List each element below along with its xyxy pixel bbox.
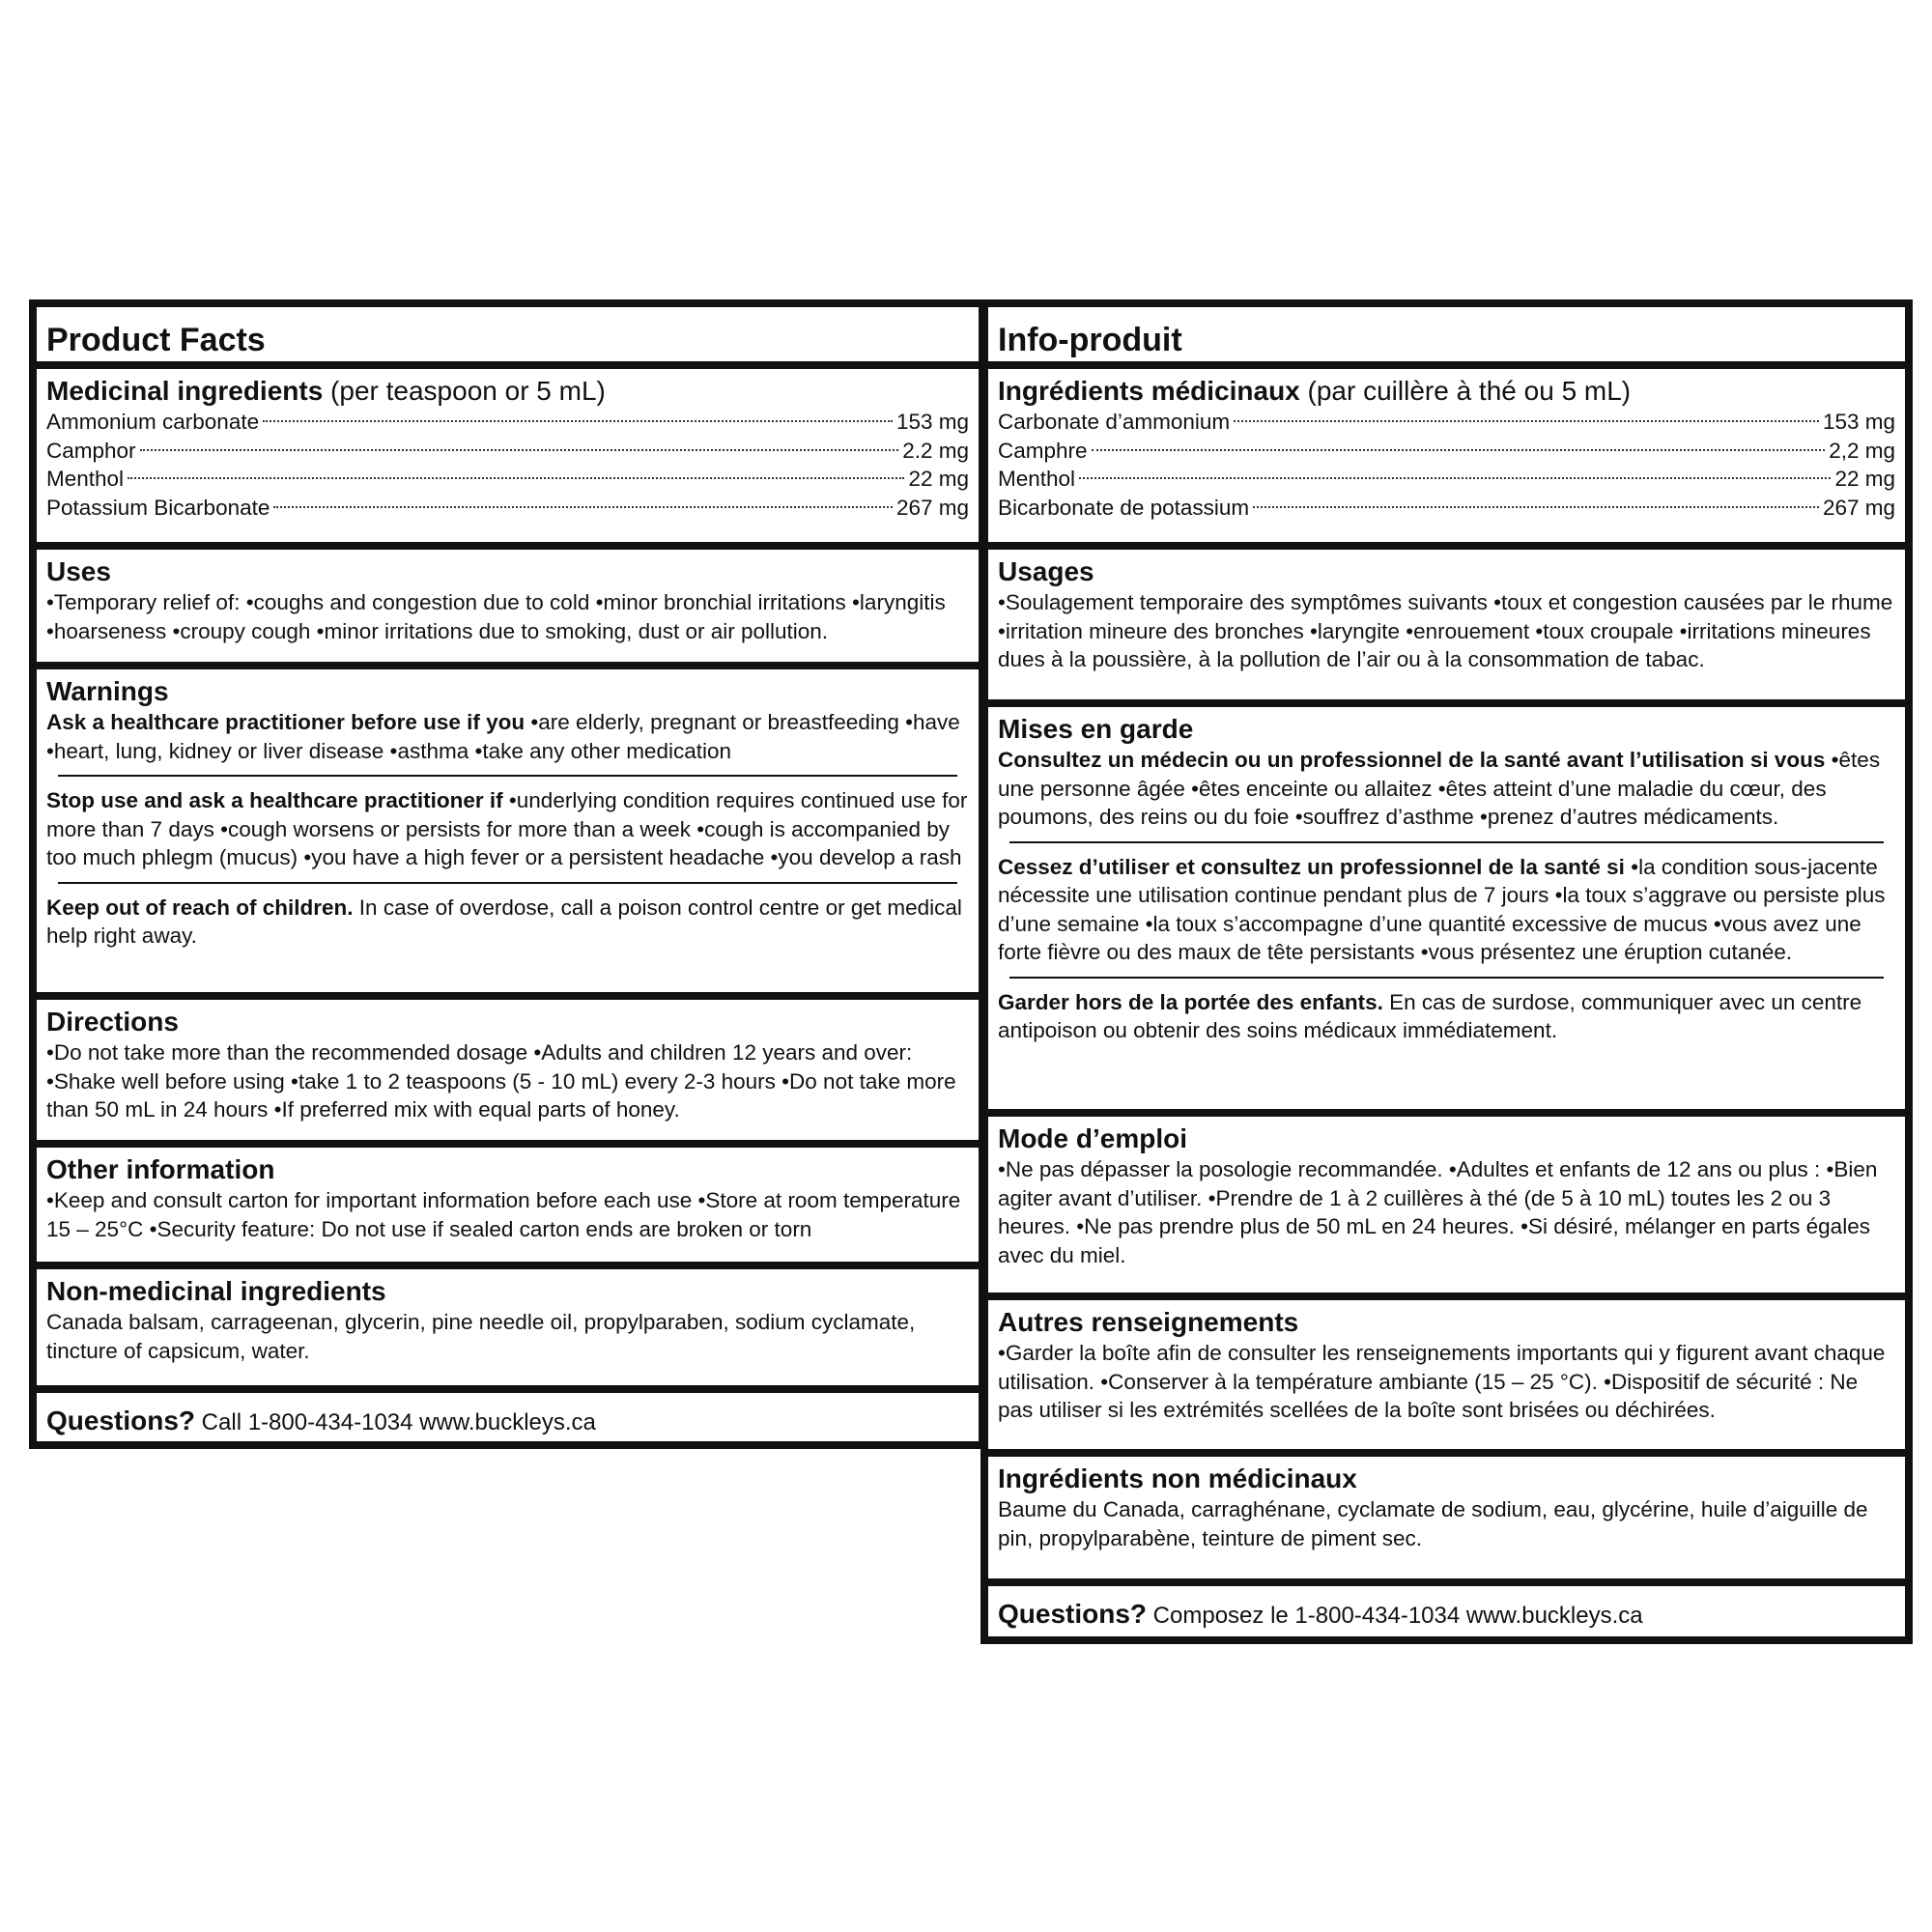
warning-keep: Garder hors de la portée des enfants. En cas de surdose, communiquer avec un centre antipoison ou obtenir des soins médicaux immédiatement.: [998, 989, 1862, 1042]
questions-section: [37, 1393, 979, 1453]
non-medicinal-ingredients-section: [988, 1457, 1905, 1586]
section-heading: Other information: [46, 1154, 275, 1184]
divider: [58, 882, 957, 884]
section-heading: Non-medicinal ingredients: [46, 1276, 386, 1306]
non-medicinal-text: Canada balsam, carrageenan, glycerin, pine needle oil, propylparaben, sodium cyclamate, tincture of capsicum, water.: [46, 1310, 916, 1363]
other-information-text: •Keep and consult carton for important information before each use •Store at room temperature 15 – 25°C •Security feature: Do not use if sealed carton ends are broken or torn: [46, 1188, 961, 1241]
other-information-text: •Garder la boîte afin de consulter les renseignements importants qui y figurent avant chaque utilisation. •Conserver à la température ambiante (15 – 25 °C). •Dispositif de sécurité : Ne pas utiliser si les extrémités scellées de la boîte sont brisées ou déchirées.: [998, 1341, 1886, 1422]
section-heading: Usages: [998, 556, 1094, 586]
uses-section: [988, 550, 1905, 707]
directions-section: [988, 1117, 1905, 1300]
warnings-section: [37, 669, 979, 1000]
section-heading: Mode d’emploi: [998, 1123, 1187, 1153]
section-heading: Autres renseignements: [998, 1307, 1299, 1337]
warnings-section: [988, 707, 1905, 1117]
questions-contact: Call 1-800-434-1034 www.buckleys.ca: [195, 1409, 596, 1435]
panel-title: Info-produit: [988, 307, 1905, 369]
product-facts-panel-en: [29, 299, 986, 1449]
ingredient-row: Bicarbonate de potassium 267 mg: [998, 495, 1895, 520]
other-information-section: [988, 1300, 1905, 1457]
section-heading: Uses: [46, 556, 111, 586]
section-heading: Directions: [46, 1007, 179, 1037]
questions-section: [988, 1586, 1905, 1650]
section-heading: Ingrédients non médicinaux: [998, 1463, 1357, 1493]
divider: [1009, 977, 1884, 979]
uses-section: [37, 550, 979, 669]
ingredient-row: Camphor 2.2 mg: [46, 438, 969, 463]
section-heading: Warnings: [46, 676, 169, 706]
warning-ask: Ask a healthcare practitioner before use if you •are elderly, pregnant or breastfeeding •have •heart, lung, kidney or liver disease •asthma •take any other medication: [46, 710, 960, 763]
non-medicinal-text: Baume du Canada, carraghénane, cyclamate de sodium, eau, glycérine, huile d’aiguille de pin, propylparabène, teinture de piment sec.: [998, 1497, 1868, 1550]
directions-section: [37, 1000, 979, 1148]
ingredient-row: Potassium Bicarbonate 267 mg: [46, 495, 969, 520]
questions-contact: Composez le 1-800-434-1034 www.buckleys.ca: [1147, 1603, 1643, 1629]
ingredient-row: Ammonium carbonate 153 mg: [46, 410, 969, 434]
warning-stop: Cessez d’utiliser et consultez un professionnel de la santé si •la condition sous-jacente nécessite une utilisation continue pendant plus de 7 jours •la toux s’aggrave ou persiste plus d’une semaine •la toux s’accompagne d’une quantité excessive de mucus •vous avez une forte fièvre ou des maux de tête persistants •vous présentez une éruption cutanée.: [998, 854, 1886, 964]
medicinal-ingredients-section: [988, 369, 1905, 550]
directions-text: •Ne pas dépasser la posologie recommandée. •Adultes et enfants de 12 ans ou plus : •Bien agiter avant d’utiliser. •Prendre de 1 à 2 cuillères à thé (de 5 à 10 mL) toutes les 2 ou 3 heures. •Ne pas prendre plus de 50 mL en 24 heures. •Si désiré, mélanger en parts égales avec du miel.: [998, 1157, 1878, 1267]
ingredient-row: Menthol 22 mg: [46, 467, 969, 491]
section-heading: Medicinal ingredients (per teaspoon or 5 mL): [46, 376, 606, 406]
section-heading: Ingrédients médicinaux (par cuillère à thé ou 5 mL): [998, 376, 1632, 406]
ingredient-row: Menthol 22 mg: [998, 467, 1895, 491]
divider: [1009, 841, 1884, 843]
warning-stop: Stop use and ask a healthcare practitioner if •underlying condition requires continued use for more than 7 days •cough worsens or persists for more than a week •cough is accompanied by too much phlegm (mucus) •you have a high fever or a persistent headache •you develop a rash: [46, 788, 968, 869]
product-facts-panel-fr: [980, 299, 1913, 1644]
questions-heading: Questions?: [998, 1599, 1148, 1629]
non-medicinal-ingredients-section: [37, 1269, 979, 1393]
section-heading: Mises en garde: [998, 714, 1194, 744]
medicinal-ingredients-section: [37, 369, 979, 550]
divider: [58, 775, 957, 777]
uses-text: •Soulagement temporaire des symptômes suivants •toux et congestion causées par le rhume •irritation mineure des bronches •laryngite •enrouement •toux croupale •irritations mineures dues à la poussière, à la pollution de l’air ou à la consommation de tabac.: [998, 590, 1893, 671]
directions-text: •Do not take more than the recommended dosage •Adults and children 12 years and over: •Shake well before using •take 1 to 2 teaspoons (5 - 10 mL) every 2-3 hours •Do not take more than 50 mL in 24 hours •If preferred mix with equal parts of honey.: [46, 1040, 956, 1122]
warning-keep: Keep out of reach of children. In case of overdose, call a poison control centre or get medical help right away.: [46, 895, 962, 948]
warning-ask: Consultez un médecin ou un professionnel de la santé avant l’utilisation si vous •êtes une personne âgée •êtes enceinte ou allaitez •êtes atteint d’une maladie du cœur, des poumons, des reins ou du foie •souffrez d’asthme •prenez d’autres médicaments.: [998, 748, 1881, 829]
uses-text: •Temporary relief of: •coughs and congestion due to cold •minor bronchial irritations •laryngitis •hoarseness •croupy cough •minor irritations due to smoking, dust or air pollution.: [46, 590, 946, 643]
panel-title: Product Facts: [37, 307, 979, 369]
ingredient-row: Camphre 2,2 mg: [998, 438, 1895, 463]
ingredient-row: Carbonate d’ammonium 153 mg: [998, 410, 1895, 434]
other-information-section: [37, 1148, 979, 1269]
questions-heading: Questions?: [46, 1406, 196, 1435]
